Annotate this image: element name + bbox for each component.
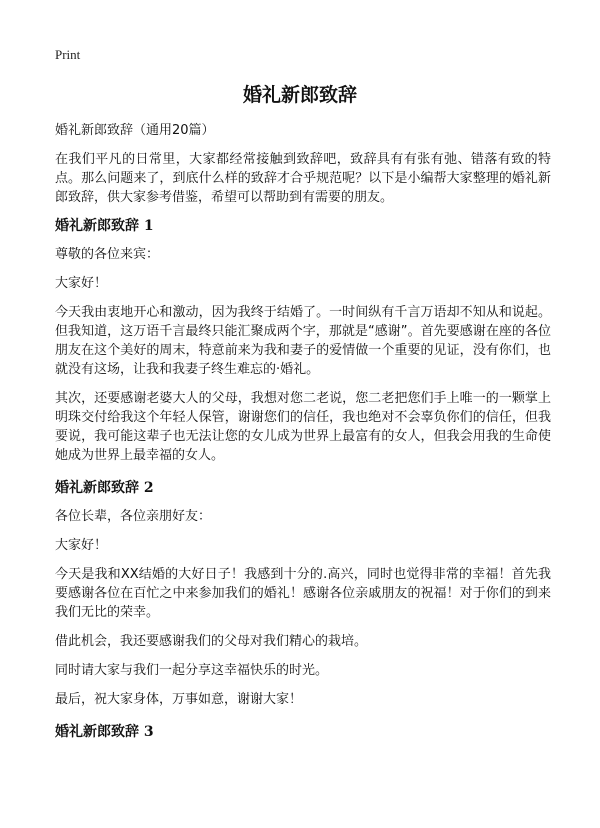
print-link[interactable]: Print — [55, 47, 81, 62]
document-body — [55, 122, 551, 751]
section-heading: 婚礼新郎致辞 2 — [55, 480, 154, 496]
intro-paragraph: 在我们平凡的日常里，大家都经常接触到致辞吧，致辞具有有张有弛、错落有致的特点。那么问题来了，到底什么样的致辞才合乎规范呢？以下是小编帮大家整理的婚礼新郎致辞，供大家参考借鉴，希望可以帮助到有需要的朋友。 — [55, 152, 551, 205]
speech-section-1 — [55, 217, 551, 465]
section-heading: 婚礼新郎致辞 1 — [55, 218, 154, 234]
paragraph: 同时请大家与我们一起分享这幸福快乐的时光。 — [55, 663, 329, 678]
speech-section-2 — [55, 479, 551, 709]
paragraph: 各位长辈，各位亲朋好友： — [55, 509, 212, 524]
section-heading: 婚礼新郎致辞 3 — [55, 724, 154, 740]
paragraph: 今天我由衷地开心和激动，因为我终于结婚了。一时间纵有千言万语却不知从和说起。但我知道，这万语千言最终只能汇聚成两个字，那就是“感谢”。首先要感谢在座的各位朋友在这个美好的周末，特意前来为我和妻子的爱情做一个重要的见证，没有你们，也就没有这场，让我和我妻子终生难忘的·婚礼。 — [55, 305, 551, 377]
paragraph: 其次，还要感谢老婆大人的父母，我想对您二老说，您二老把您们手上唯一的一颗掌上明珠交付给我这个年轻人保管，谢谢您们的信任，我也绝对不会辜负你们的信任，但我要说，我可能这辈子也无法让您的女儿成为世界上最富有的女人，但我会用我的生命使她成为世界上最幸福的女人。 — [55, 391, 551, 463]
paragraph: 大家好！ — [55, 538, 108, 553]
speech-section-3 — [55, 723, 551, 741]
paragraph: 最后，祝大家身体，万事如意，谢谢大家！ — [55, 692, 303, 707]
document-subtitle: 婚礼新郎致辞（通用20篇） — [55, 123, 215, 138]
paragraph: 借此机会，我还要感谢我们的父母对我们精心的栽培。 — [55, 634, 368, 649]
paragraph: 大家好！ — [55, 276, 108, 291]
paragraph: 尊敬的各位来宾： — [55, 247, 160, 262]
page-title: 婚礼新郎致辞 — [242, 84, 357, 106]
paragraph: 今天是我和XX结婚的大好日子！我感到十分的.高兴，同时也觉得非常的幸福！首先我要感谢各位在百忙之中来参加我们的婚礼！感谢各位亲戚朋友的祝福！对于你们的到来我们无比的荣幸。 — [55, 567, 551, 620]
